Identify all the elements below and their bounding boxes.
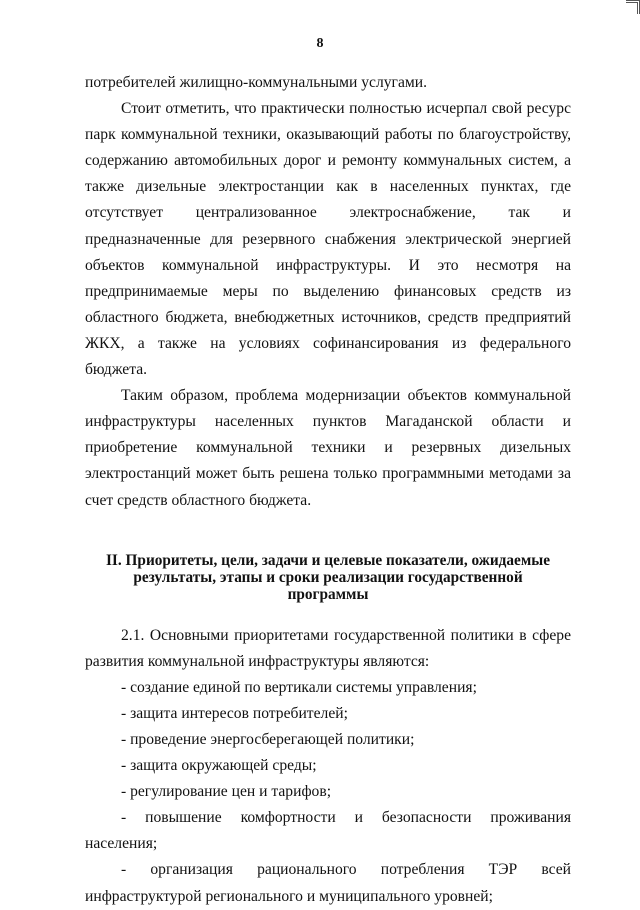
document-body xyxy=(85,70,571,910)
priorities-list xyxy=(85,675,571,910)
paragraph-continuation: потребителей жилищно-коммунальными услугами. xyxy=(85,74,427,91)
list-item: - защита окружающей среды; xyxy=(121,757,317,775)
list-item: - проведение энергосберегающей политики; xyxy=(121,730,415,748)
list-item: - организация рационального потребления ТЭР всей инфраструктурой регионального и муниципального уровней; xyxy=(85,861,571,905)
list-item: - создание единой по вертикали системы управления; xyxy=(121,678,477,696)
list-item: - регулирование цен и тарифов; xyxy=(121,783,332,801)
paragraph-resource-depletion: Стоит отметить, что практически полностью исчерпал свой ресурс парк коммунальной техники, оказывающий работы по благоустройству, содержанию автомобильных дорог и ремонту коммунальных систем, а также дизельные электростанции как в населенных пунктах, где отсутствует централизованное электроснабжение, так и предназначенные для резервного снабжения электрической энергией объектов коммунальной инфраструктуры. И это несмотря на предпринимаемые меры по выделению финансовых средств из областного бюджета, внебюджетных источников, средств предприятий ЖКХ, а также на условиях софинансирования из федерального бюджета. xyxy=(85,100,571,379)
list-item: - повышение комфортности и безопасности проживания населения; xyxy=(85,809,571,853)
section-heading: II. Приоритеты, цели, задачи и целевые показатели, ожидаемые результаты, этапы и сроки реализации государственной программы xyxy=(105,551,550,603)
page-number: 8 xyxy=(316,36,324,51)
list-item: - защита интересов потребителей; xyxy=(121,704,348,722)
paragraph-conclusion: Таким образом, проблема модернизации объектов коммунальной инфраструктуры населенных пунктов Магаданской области и приобретение коммунальной техники и резервных дизельных электростанций может быть решена только программными методами за счет средств областного бюджета. xyxy=(85,387,571,509)
corner-mark xyxy=(626,0,640,14)
paragraph-priorities-intro: 2.1. Основными приоритетами государственной политики в сфере развития коммунальной инфраструктуры являются: xyxy=(85,626,571,670)
